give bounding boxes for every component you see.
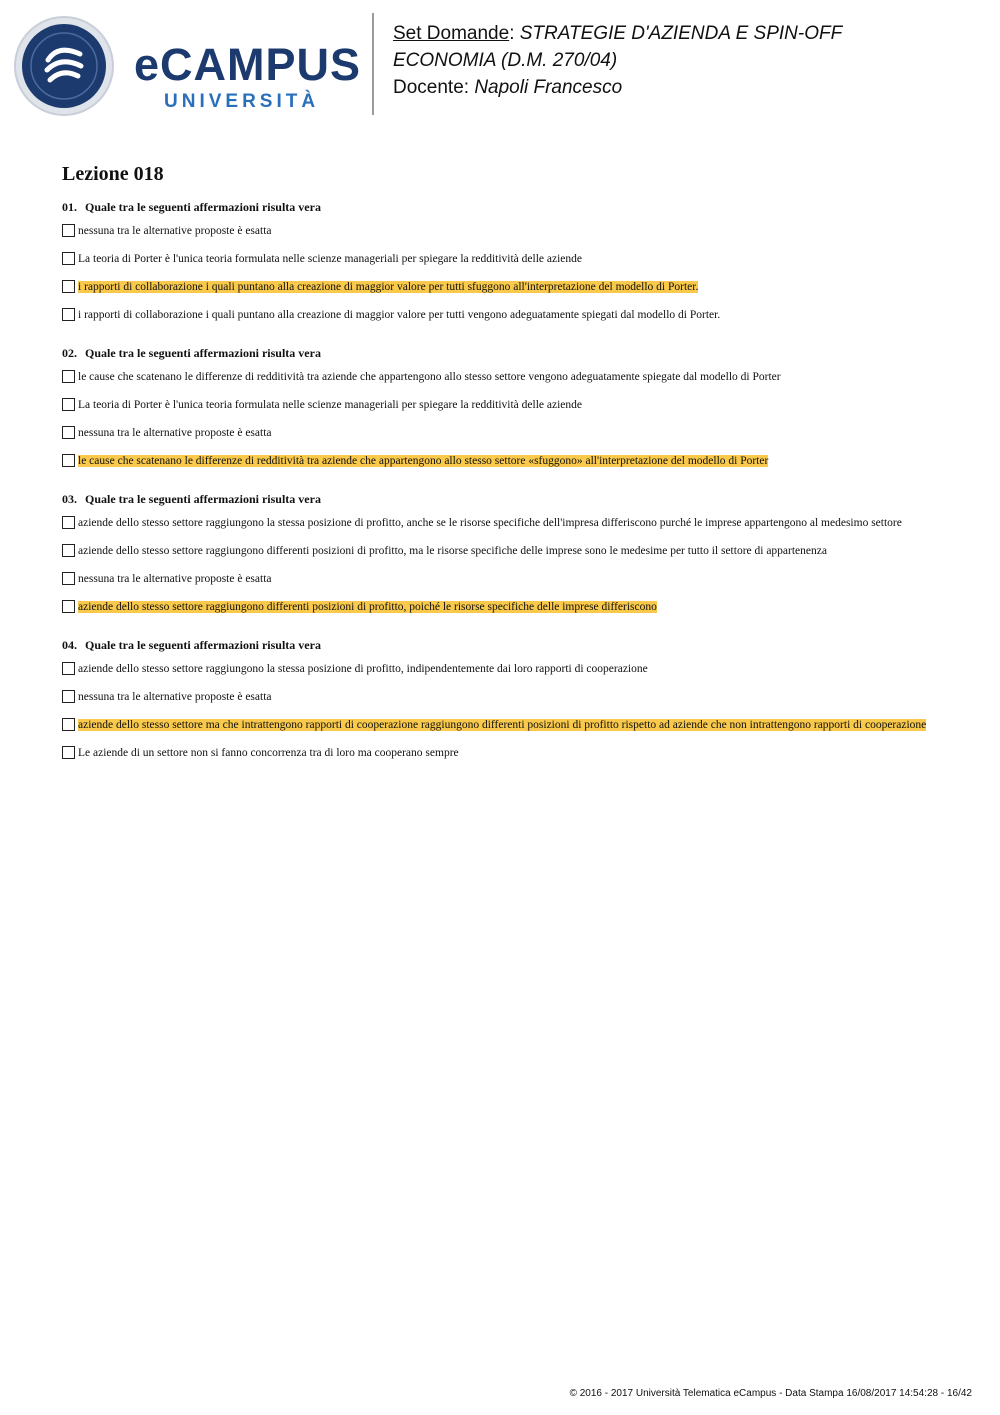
answer-checkbox[interactable] <box>62 690 75 703</box>
teacher-label: Docente: <box>393 77 470 98</box>
answer-option[interactable] <box>62 746 942 761</box>
answer-checkbox[interactable] <box>62 718 75 731</box>
question-number: 03. <box>62 492 77 506</box>
logo-wordmark: eCAMPUS <box>134 39 362 90</box>
question-04 <box>62 637 942 761</box>
answer-text: La teoria di Porter è l'unica teoria formulata nelle scienze manageriali per spiegare la redditività delle aziende <box>78 253 582 265</box>
answer-text-highlighted: aziende dello stesso settore ma che intrattengono rapporti di cooperazione raggiungono differenti posizioni di profitto rispetto ad aziende che non intrattengono rapporti di cooperazione <box>78 719 927 731</box>
answer-option-correct[interactable] <box>62 718 942 733</box>
answer-checkbox[interactable] <box>62 370 75 383</box>
answer-text: nessuna tra le alternative proposte è esatta <box>78 225 272 237</box>
question-03 <box>62 491 942 615</box>
answer-checkbox[interactable] <box>62 280 75 293</box>
answer-option[interactable] <box>62 398 942 413</box>
answer-checkbox[interactable] <box>62 544 75 557</box>
answer-option[interactable] <box>62 544 942 559</box>
page-header <box>0 0 1000 130</box>
answer-text-highlighted: aziende dello stesso settore raggiungono differenti posizioni di profitto, poiché le risorse specifiche delle imprese differiscono <box>78 601 657 613</box>
answer-option[interactable] <box>62 662 942 677</box>
course-title-line1: STRATEGIE D'AZIENDA E SPIN-OFF <box>519 23 843 44</box>
answer-text: aziende dello stesso settore raggiungono la stessa posizione di profitto, anche se le risorse specifiche dell'impresa differiscono purché le imprese appartengono al medesimo settore <box>78 517 902 529</box>
question-number: 04. <box>62 638 77 652</box>
answer-checkbox[interactable] <box>62 454 75 467</box>
answer-text-highlighted: le cause che scatenano le differenze di redditività tra aziende che appartengono allo stesso settore «sfuggono» all'interpretazione del modello di Porter <box>78 455 769 467</box>
lesson-title: Lezione 018 <box>62 163 164 185</box>
teacher-name: Napoli Francesco <box>474 77 623 98</box>
course-info <box>393 20 983 101</box>
answer-option[interactable] <box>62 370 942 385</box>
question-number: 01. <box>62 200 77 214</box>
set-label: Set Domande <box>393 23 510 44</box>
answer-text: nessuna tra le alternative proposte è esatta <box>78 573 272 585</box>
header-divider <box>372 13 374 115</box>
question-heading <box>62 199 942 215</box>
answer-checkbox[interactable] <box>62 516 75 529</box>
question-number: 02. <box>62 346 77 360</box>
answer-option-correct[interactable] <box>62 600 942 615</box>
question-02 <box>62 345 942 469</box>
question-text: Quale tra le seguenti affermazioni risulta vera <box>85 638 321 652</box>
page-footer: © 2016 - 2017 Università Telematica eCampus - Data Stampa 16/08/2017 14:54:28 - 16/42 <box>569 1388 972 1399</box>
answer-checkbox[interactable] <box>62 224 75 237</box>
answer-text: aziende dello stesso settore raggiungono differenti posizioni di profitto, ma le risorse specifiche delle imprese sono le medesime per tutto il settore di appartenenza <box>78 545 827 557</box>
answer-text: La teoria di Porter è l'unica teoria formulata nelle scienze manageriali per spiegare la redditività delle aziende <box>78 399 582 411</box>
question-01 <box>62 199 942 323</box>
answer-checkbox[interactable] <box>62 746 75 759</box>
answer-text: nessuna tra le alternative proposte è esatta <box>78 427 272 439</box>
question-text: Quale tra le seguenti affermazioni risulta vera <box>85 492 321 506</box>
answer-checkbox[interactable] <box>62 398 75 411</box>
answer-option[interactable] <box>62 690 942 705</box>
answer-option[interactable] <box>62 252 942 267</box>
answer-text: Le aziende di un settore non si fanno concorrenza tra di loro ma cooperano sempre <box>78 747 459 759</box>
course-title-line2: ECONOMIA (D.M. 270/04) <box>393 50 618 71</box>
answer-option[interactable] <box>62 224 942 239</box>
quiz-content <box>62 160 942 783</box>
question-heading <box>62 491 942 507</box>
logo-subtitle: UNIVERSITÀ <box>164 91 320 112</box>
answer-option[interactable] <box>62 308 942 323</box>
question-heading <box>62 345 942 361</box>
ecampus-logo <box>14 14 364 118</box>
set-separator: : <box>509 23 515 44</box>
answer-text-highlighted: i rapporti di collaborazione i quali puntano alla creazione di maggior valore per tutti sfuggono all'interpretazione del modello di Porter. <box>78 281 699 293</box>
answer-checkbox[interactable] <box>62 662 75 675</box>
answer-option[interactable] <box>62 426 942 441</box>
answer-option-correct[interactable] <box>62 280 942 295</box>
answer-text: nessuna tra le alternative proposte è esatta <box>78 691 272 703</box>
answer-checkbox[interactable] <box>62 572 75 585</box>
question-heading <box>62 637 942 653</box>
answer-text: i rapporti di collaborazione i quali puntano alla creazione di maggior valore per tutti vengono adeguatamente spiegati dal modello di Porter. <box>78 309 721 321</box>
answer-text: aziende dello stesso settore raggiungono la stessa posizione di profitto, indipendentemente dai loro rapporti di cooperazione <box>78 663 648 675</box>
answer-checkbox[interactable] <box>62 426 75 439</box>
question-text: Quale tra le seguenti affermazioni risulta vera <box>85 200 321 214</box>
answer-option[interactable] <box>62 516 942 531</box>
answer-checkbox[interactable] <box>62 600 75 613</box>
question-text: Quale tra le seguenti affermazioni risulta vera <box>85 346 321 360</box>
answer-checkbox[interactable] <box>62 308 75 321</box>
answer-checkbox[interactable] <box>62 252 75 265</box>
answer-option-correct[interactable] <box>62 454 942 469</box>
answer-text: le cause che scatenano le differenze di redditività tra aziende che appartengono allo stesso settore vengono adeguatamente spiegate dal modello di Porter <box>78 371 781 383</box>
answer-option[interactable] <box>62 572 942 587</box>
